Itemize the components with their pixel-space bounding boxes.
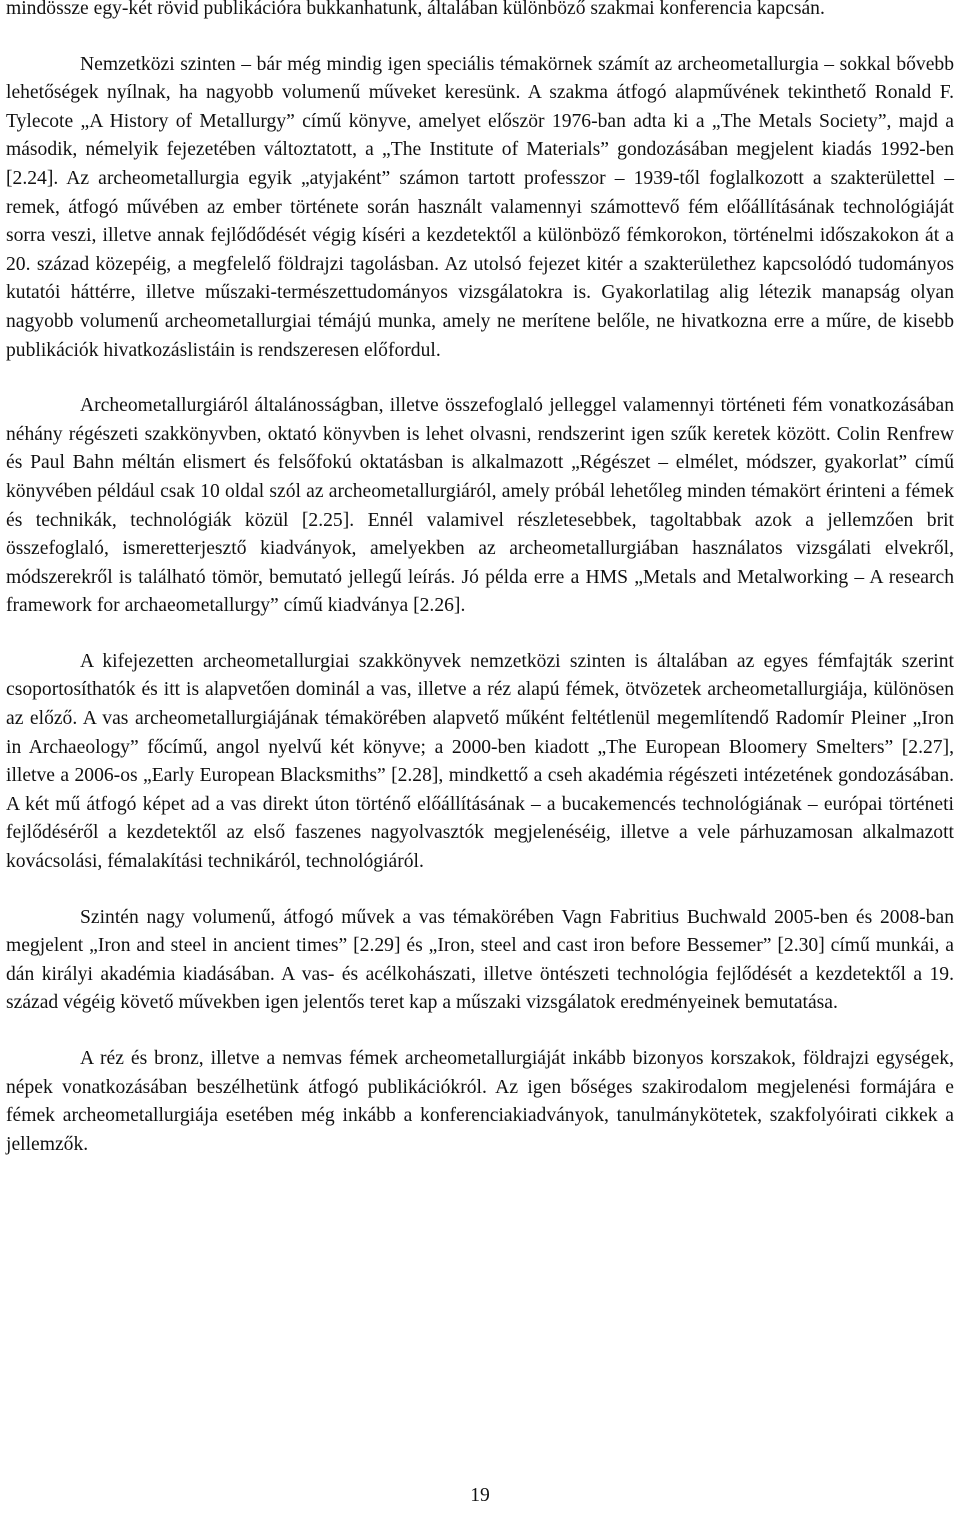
paragraph-3: Archeometallurgiáról általánosságban, illetve összefoglaló jelleggel valamennyi történeti fém vonatkozásában néhány régészeti szakkönyvben, oktató könyvben is lehet olvasni, rendszerint igen szűk keretek között. Colin Renfrew és Paul Bahn méltán elismert és felsőfokú oktatásban is alkalmazott „Régészet – elmélet, módszer, gyakorlat” című könyvében például csak 10 oldal szól az archeometallurgiáról, amely próbál lehetőleg minden témakört érinteni a fémek és technikák, technológiák közül [2.25]. Ennél valamivel részletesebbek, tagoltabbak azok a jellemzően brit összefoglaló, ismeretterjesztő kiadványok, amelyekben az archeometallurgiában használatos vizsgálati elvekről, módszerekről is található tömör, bemutató jellegű leírás. Jó példa erre a HMS „Metals and Metalworking – A research framework for archaeometallurgy” című kiadványa [2.26]. xyxy=(6,395,954,617)
paragraph-5: Szintén nagy volumenű, átfogó művek a vas témakörében Vagn Fabritius Buchwald 2005-ben és 2008-ban megjelent „Iron and steel in ancient times” [2.29] és „Iron, steel and cast iron before Bessemer” [2.30] című munkái, a dán királyi akadémia kiadásában. A vas- és acélkohászati, illetve öntészeti technológia fejlődését a kezdetektől a 19. század végéig követő művekben igen jelentős teret kap a műszaki vizsgálatok eredményeinek bemutatása. xyxy=(6,906,954,1014)
page-number: 19 xyxy=(470,1485,490,1506)
paragraph-2: Nemzetközi szinten – bár még mindig igen speciális témakörnek számít az archeometallurgia – sokkal bővebb lehetőségek nyílnak, ha nagyobb volumenű műveket keresünk. A szakma átfogó alapművének tekinthető Ronald F. Tylecote „A History of Metallurgy” című könyve, amelyet először 1976-ban adta ki a „The Metals Society”, majd a második, némelyik fejezetében változtatott, a „The Institute of Materials” gondozásában megjelent kiadás 1992-ben [2.24]. Az archeometallurgia egyik „atyjaként” számon tartott professzor – 1939-től foglalkozott a szakterülettel – remek, átfogó művében az ember története során használt valamennyi számottevő fém előállításának technológiáját sorra veszi, illetve annak fejlődődését végig kíséri a kezdetektől a különböző fémkorokon, történelmi időszakokon át a 20. század közepéig, a megfelelő földrajzi tagolásban. Az utolsó fejezet kitér a szakterülethez kapcsolódó tudományos kutatói háttérre, illetve műszaki-természettudományos vizsgálatokra is. Gyakorlatilag alig létezik manapság olyan nagyobb volumenű archeometallurgiai témájú munka, amely ne merítene belőle, ne hivatkozna erre a műre, de kisebb publikációk hivatkozáslistáin is rendszeresen előfordul. xyxy=(6,53,954,361)
paragraph-1: mindössze egy-két rövid publikációra bukkanhatunk, általában különböző szakmai konferencia kapcsán. xyxy=(6,0,825,19)
paragraph-6: A réz és bronz, illetve a nemvas fémek archeometallurgiáját inkább bizonyos korszakok, földrajzi egységek, népek vonatkozásában beszélhetünk átfogó publikációkról. Az igen bőséges szakirodalom megjelenési formájára e fémek archeometallurgiája esetében még inkább a konferenciakiadványok, tanulmánykötetek, szakfolyóirati cikkek a jellemzők. xyxy=(6,1048,954,1155)
paragraph-4: A kifejezetten archeometallurgiai szakkönyvek nemzetközi szinten is általában az egyes fémfajták szerint csoportosíthatók és itt is alapvetően dominál a vas, illetve a réz alapú fémek, ötvözetek archeometallurgiája, különösen az előző. A vas archeometallurgiájának témakörében alapvető műként feltétlenül megemlítendő Radomír Pleiner „Iron in Archaeology” főcímű, angol nyelvű két könyve; a 2000-ben kiadott „The European Bloomery Smelters” [2.27], illetve a 2006-os „Early European Blacksmiths” [2.28], mindkettő a cseh akadémia régészeti intézetének gondozásában. A két mű átfogó képet ad a vas direkt úton történő előállításának – a bucakemencés technológiának – európai történeti fejlődéséről a kezdetektől az első faszenes nagyolvasztók megjelenéséig, illetve a vele párhuzamosan alkalmazott kovácsolási, fémalakítási technikáról, technológiáról. xyxy=(6,650,954,873)
document-page xyxy=(6,0,954,1159)
